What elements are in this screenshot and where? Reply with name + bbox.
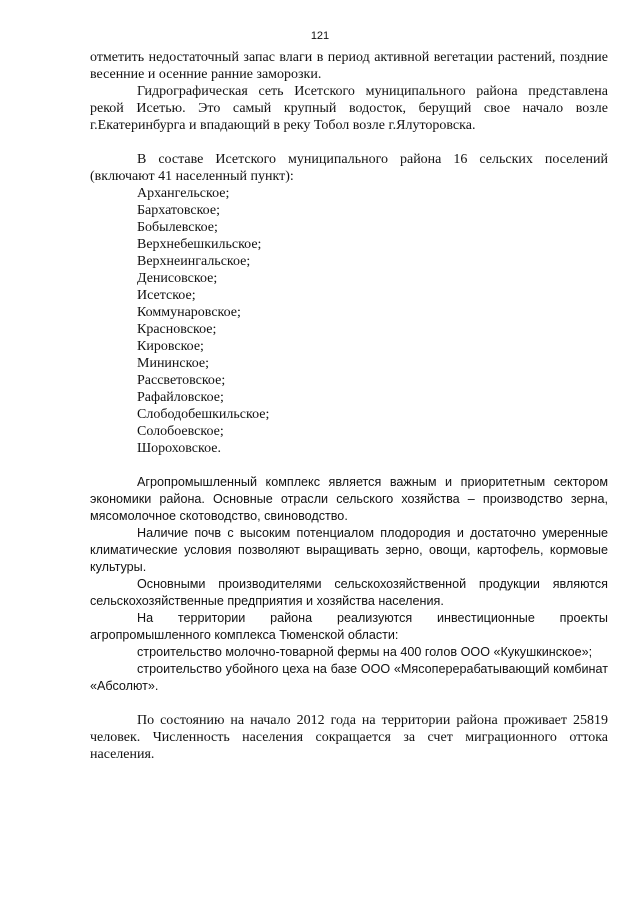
paragraph-soil: Наличие почв с высоким потенциалом плодородия и достаточно умеренные климатические условия позволяют выращивать зерно, овощи, картофель, кормовые культуры.	[90, 526, 608, 574]
settlement-item: Архангельское;	[137, 186, 230, 201]
paragraph-hydrography: Гидрографическая сеть Исетского муниципального района представлена рекой Исетью. Это самый крупный водосток, берущий свое начало возле г.Екатеринбурга и впадающий в реку Тобол возле г.Ялуторовска.	[90, 84, 608, 133]
paragraph-agro-complex: Агропромышленный комплекс является важным и приоритетным сектором экономики района. Основные отрасли сельского хозяйства – производство зерна, мясомолочное скотоводство, свиноводство.	[90, 475, 608, 523]
settlement-item: Красновское;	[137, 322, 217, 337]
settlement-item: Денисовское;	[137, 271, 218, 286]
paragraph-producers: Основными производителями сельскохозяйственной продукции являются сельскохозяйственные предприятия и хозяйства населения.	[90, 577, 608, 608]
project-slaughterhouse: строительство убойного цеха на базе ООО «Мясоперерабатывающий комбинат «Абсолют».	[90, 662, 608, 693]
paragraph-investment-projects: На территории района реализуются инвестиционные проекты агропромышленного комплекса Тюменской области:	[90, 611, 608, 642]
settlement-item: Бархатовское;	[137, 203, 220, 218]
settlement-item: Исетское;	[137, 288, 196, 303]
settlement-item: Шороховское.	[137, 441, 221, 456]
settlement-item: Верхнеингальское;	[137, 254, 251, 269]
spacer	[90, 134, 608, 151]
paragraph-settlements-intro: В составе Исетского муниципального района 16 сельских поселений (включают 41 населенный пункт):	[90, 152, 608, 184]
page-number: 121	[310, 30, 330, 42]
settlement-item: Рафайловское;	[137, 390, 224, 405]
project-dairy-farm: строительство молочно-товарной фермы на 400 голов ООО «Кукушкинское»;	[137, 645, 593, 659]
settlement-list	[90, 185, 608, 457]
settlement-item: Бобылевское;	[137, 220, 218, 235]
paragraph-population: По состоянию на начало 2012 года на территории района проживает 25819 человек. Численность населения сокращается за счет миграционного оттока населения.	[90, 713, 608, 762]
settlement-item: Кировское;	[137, 339, 204, 354]
settlement-item: Мининское;	[137, 356, 209, 371]
spacer	[90, 457, 608, 474]
settlement-item: Верхнебешкильское;	[137, 237, 262, 252]
page-body	[90, 49, 608, 763]
settlement-item: Коммунаровское;	[137, 305, 241, 320]
settlement-item: Солобоевское;	[137, 424, 224, 439]
spacer	[90, 695, 608, 712]
settlement-item: Рассветовское;	[137, 373, 226, 388]
paragraph-frost: отметить недостаточный запас влаги в период активной вегетации растений, поздние весенние и осенние ранние заморозки.	[90, 50, 608, 82]
settlement-item: Слободобешкильское;	[137, 407, 270, 422]
